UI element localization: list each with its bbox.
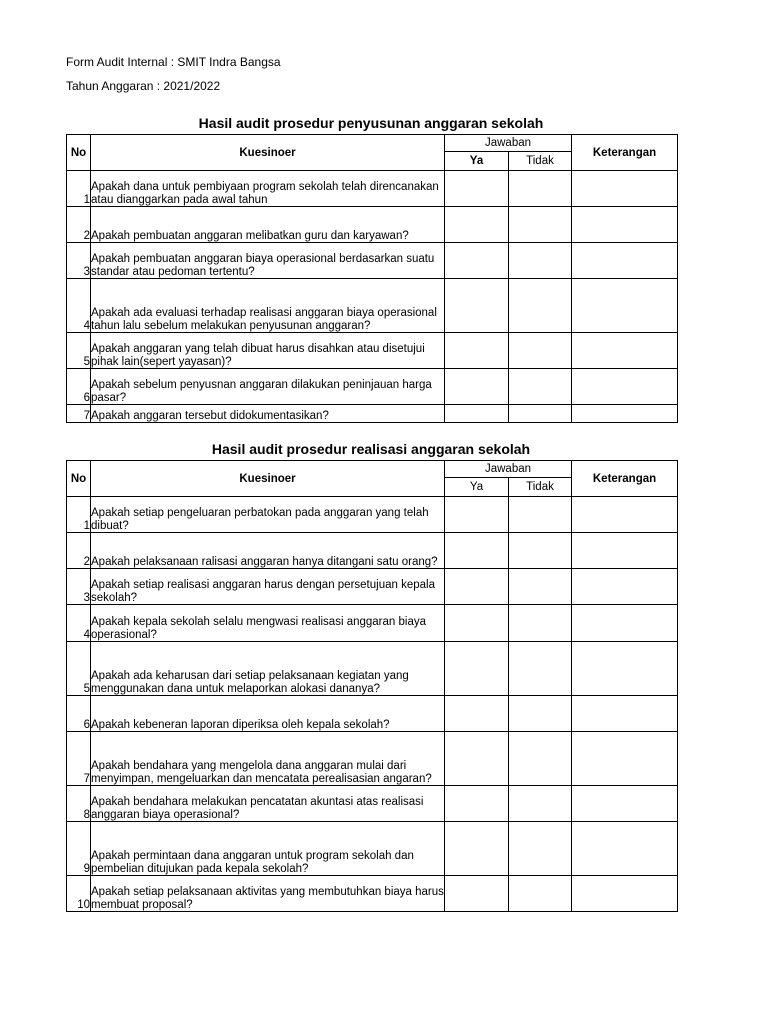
answer-ya-cell[interactable] <box>445 333 509 369</box>
keterangan-cell[interactable] <box>572 243 678 279</box>
answer-tidak-cell[interactable] <box>509 605 572 642</box>
keterangan-cell[interactable] <box>572 207 678 243</box>
question-text: Apakah pembuatan anggaran melibatkan guru dan karyawan? <box>91 207 445 243</box>
keterangan-cell[interactable] <box>572 569 678 605</box>
form-title-line: Form Audit Internal : SMIT Indra Bangsa <box>66 55 281 69</box>
keterangan-cell[interactable] <box>572 696 678 732</box>
answer-ya-cell[interactable] <box>445 876 509 912</box>
question-text: Apakah kebeneran laporan diperiksa oleh kepala sekolah? <box>91 696 445 732</box>
col-no-header: No <box>67 461 91 497</box>
answer-tidak-cell[interactable] <box>509 497 572 533</box>
answer-ya-cell[interactable] <box>445 405 509 423</box>
table-row <box>67 497 678 533</box>
answer-ya-cell[interactable] <box>445 171 509 207</box>
row-number: 4 <box>67 605 91 642</box>
keterangan-cell[interactable] <box>572 876 678 912</box>
col-kuesioner-header: Kuesinoer <box>91 461 445 497</box>
row-number: 3 <box>67 569 91 605</box>
keterangan-cell[interactable] <box>572 605 678 642</box>
question-text: Apakah kepala sekolah selalu mengwasi realisasi anggaran biaya operasional? <box>91 605 445 642</box>
row-number: 10 <box>67 876 91 912</box>
answer-ya-cell[interactable] <box>445 279 509 333</box>
question-text: Apakah dana untuk pembiyaan program sekolah telah direncanakan atau dianggarkan pada awal tahun <box>91 171 445 207</box>
row-number: 3 <box>67 243 91 279</box>
col-kuesioner-header: Kuesinoer <box>91 135 445 171</box>
row-number: 2 <box>67 207 91 243</box>
answer-tidak-cell[interactable] <box>509 333 572 369</box>
answer-tidak-cell[interactable] <box>509 405 572 423</box>
row-number: 5 <box>67 642 91 696</box>
answer-tidak-cell[interactable] <box>509 696 572 732</box>
answer-ya-cell[interactable] <box>445 369 509 405</box>
section2-title: Hasil audit prosedur realisasi anggaran sekolah <box>211 441 531 457</box>
question-text: Apakah sebelum penyusnan anggaran dilakukan peninjauan harga pasar? <box>91 369 445 405</box>
col-tidak-header: Tidak <box>509 152 572 171</box>
table-row <box>67 876 678 912</box>
col-no-header: No <box>67 135 91 171</box>
answer-ya-cell[interactable] <box>445 207 509 243</box>
table-row <box>67 569 678 605</box>
row-number: 7 <box>67 405 91 423</box>
row-number: 8 <box>67 786 91 822</box>
keterangan-cell[interactable] <box>572 405 678 423</box>
col-jawaban-header: Jawaban <box>445 135 572 152</box>
row-number: 1 <box>67 171 91 207</box>
answer-ya-cell[interactable] <box>445 605 509 642</box>
table-row <box>67 207 678 243</box>
answer-ya-cell[interactable] <box>445 732 509 786</box>
keterangan-cell[interactable] <box>572 333 678 369</box>
row-number: 1 <box>67 497 91 533</box>
answer-ya-cell[interactable] <box>445 642 509 696</box>
question-text: Apakah bendahara melakukan pencatatan akuntasi atas realisasi anggaran biaya operasional? <box>91 786 445 822</box>
keterangan-cell[interactable] <box>572 171 678 207</box>
keterangan-cell[interactable] <box>572 533 678 569</box>
answer-tidak-cell[interactable] <box>509 569 572 605</box>
answer-tidak-cell[interactable] <box>509 876 572 912</box>
table-row <box>67 786 678 822</box>
answer-tidak-cell[interactable] <box>509 279 572 333</box>
question-text: Apakah pembuatan anggaran biaya operasional berdasarkan suatu standar atau pedoman tertentu? <box>91 243 445 279</box>
question-text: Apakah setiap pelaksanaan aktivitas yang membutuhkan biaya harus membuat proposal? <box>91 876 445 912</box>
table-row <box>67 696 678 732</box>
row-number: 9 <box>67 822 91 876</box>
question-text: Apakah anggaran yang telah dibuat harus disahkan atau disetujui pihak lain(sepert yayasan)? <box>91 333 445 369</box>
row-number: 7 <box>67 732 91 786</box>
question-text: Apakah pelaksanaan ralisasi anggaran hanya ditangani satu orang? <box>91 533 445 569</box>
keterangan-cell[interactable] <box>572 369 678 405</box>
col-keterangan-header: Keterangan <box>572 461 678 497</box>
keterangan-cell[interactable] <box>572 642 678 696</box>
answer-ya-cell[interactable] <box>445 497 509 533</box>
table-row <box>67 171 678 207</box>
table-row <box>67 243 678 279</box>
row-number: 6 <box>67 369 91 405</box>
table-row <box>67 732 678 786</box>
answer-ya-cell[interactable] <box>445 786 509 822</box>
question-text: Apakah setiap pengeluaran perbatokan pada anggaran yang telah dibuat? <box>91 497 445 533</box>
table-row <box>67 405 678 423</box>
budget-year-line: Tahun Anggaran : 2021/2022 <box>66 79 221 93</box>
answer-ya-cell[interactable] <box>445 569 509 605</box>
keterangan-cell[interactable] <box>572 822 678 876</box>
row-number: 5 <box>67 333 91 369</box>
table-row <box>67 369 678 405</box>
keterangan-cell[interactable] <box>572 732 678 786</box>
answer-tidak-cell[interactable] <box>509 171 572 207</box>
question-text: Apakah permintaan dana anggaran untuk program sekolah dan pembelian ditujukan pada kepala sekolah? <box>91 822 445 876</box>
answer-ya-cell[interactable] <box>445 822 509 876</box>
answer-tidak-cell[interactable] <box>509 207 572 243</box>
col-jawaban-header: Jawaban <box>445 461 572 478</box>
question-text: Apakah bendahara yang mengelola dana anggaran mulai dari menyimpan, mengeluarkan dan mencatata perealisasian angaran? <box>91 732 445 786</box>
section1-table <box>66 134 678 423</box>
row-number: 4 <box>67 279 91 333</box>
question-text: Apakah ada evaluasi terhadap realisasi anggaran biaya operasional tahun lalu sebelum melakukan penyusunan anggaran? <box>91 279 445 333</box>
question-text: Apakah setiap realisasi anggaran harus dengan persetujuan kepala sekolah? <box>91 569 445 605</box>
section1-title: Hasil audit prosedur penyusunan anggaran sekolah <box>198 115 544 131</box>
col-ya-header: Ya <box>445 152 509 171</box>
answer-ya-cell[interactable] <box>445 533 509 569</box>
answer-tidak-cell[interactable] <box>509 786 572 822</box>
row-number: 2 <box>67 533 91 569</box>
table-row <box>67 605 678 642</box>
table-row <box>67 822 678 876</box>
answer-ya-cell[interactable] <box>445 243 509 279</box>
answer-tidak-cell[interactable] <box>509 533 572 569</box>
answer-ya-cell[interactable] <box>445 696 509 732</box>
table-row <box>67 533 678 569</box>
row-number: 6 <box>67 696 91 732</box>
col-keterangan-header: Keterangan <box>572 135 678 171</box>
section2-table <box>66 460 678 912</box>
col-tidak-header: Tidak <box>509 478 572 497</box>
table-row <box>67 642 678 696</box>
answer-tidak-cell[interactable] <box>509 822 572 876</box>
answer-tidak-cell[interactable] <box>509 243 572 279</box>
answer-tidak-cell[interactable] <box>509 732 572 786</box>
answer-tidak-cell[interactable] <box>509 642 572 696</box>
keterangan-cell[interactable] <box>572 497 678 533</box>
question-text: Apakah anggaran tersebut didokumentasikan? <box>91 405 445 423</box>
table-row <box>67 279 678 333</box>
question-text: Apakah ada keharusan dari setiap pelaksanaan kegiatan yang menggunakan dana untuk melaporkan alokasi dananya? <box>91 642 445 696</box>
col-ya-header: Ya <box>445 478 509 497</box>
table-row <box>67 333 678 369</box>
answer-tidak-cell[interactable] <box>509 369 572 405</box>
keterangan-cell[interactable] <box>572 786 678 822</box>
keterangan-cell[interactable] <box>572 279 678 333</box>
